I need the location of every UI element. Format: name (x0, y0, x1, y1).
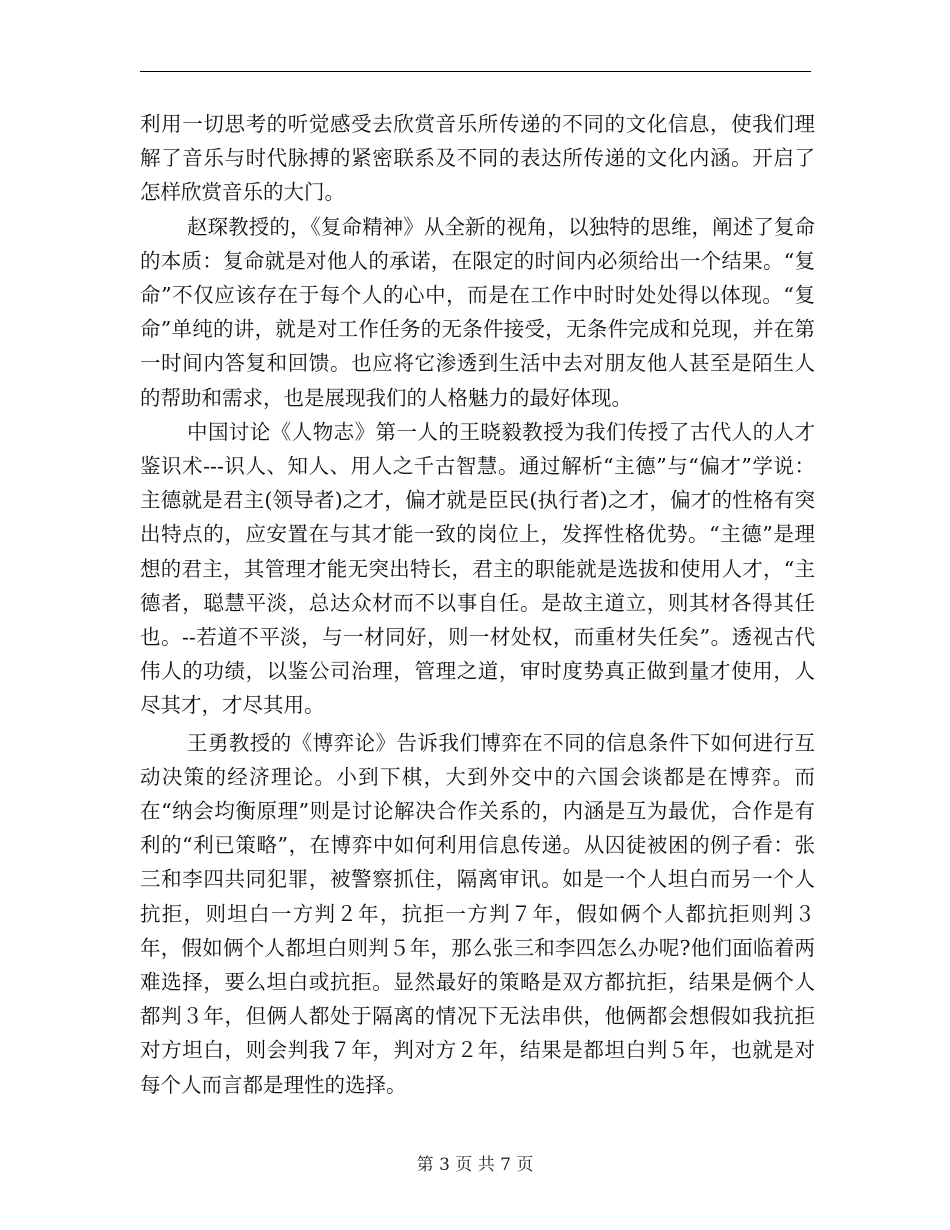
paragraph-3: 中国讨论《人物志》第一人的王晓毅教授为我们传授了古代人的人才鉴识术---识人、知人、用人之千古智慧。通过解析“主德”与“偏才”学说：主德就是君主(领导者)之才，偏才就是臣民(执行者)之才，偏才的性格有突出特点的，应安置在与其才能一致的岗位上，发挥性格优势。“主德”是理想的君主，其管理才能无突出特长，君主的职能就是选拔和使用人才，“主德者，聪慧平淡，总达众材而不以事自任。是故主道立，则其材各得其任也。--若道不平淡，与一材同好，则一材处权，而重材失任矣”。透视古代伟人的功绩，以鉴公司治理，管理之道，审时度势真正做到量才使用，人尽其才，才尽其用。 (140, 419, 815, 718)
page-number: 第 3 页 共 7 页 (416, 1155, 534, 1175)
header-rule (140, 71, 811, 72)
paragraph-2: 赵琛教授的，《复命精神》从全新的视角，以独特的思维，阐述了复命的本质：复命就是对他人的承诺，在限定的时间内必须给出一个结果。“复命”不仅应该存在于每个人的心中，而是在工作中时时处处得以体现。“复命”单纯的讲，就是对工作任务的无条件接受，无条件完成和兑现，并在第一时间内答复和回馈。也应将它渗透到生活中去对朋友他人甚至是陌生人的帮助和需求，也是展现我们的人格魅力的最好体现。 (140, 214, 815, 410)
body-text (140, 107, 815, 1102)
paragraph-4: 王勇教授的《博弈论》告诉我们博弈在不同的信息条件下如何进行互动决策的经济理论。小到下棋，大到外交中的六国会谈都是在博弈。而在“纳会均衡原理”则是讨论解决合作关系的，内涵是互为最优，合作是有利的“利已策略”，在博弈中如何利用信息传递。从囚徒被困的例子看：张三和李四共同犯罪，被警察抓住，隔离审讯。如是一个人坦白而另一个人抗拒，则坦白一方判２年，抗拒一方判７年，假如俩个人都抗拒则判３年，假如俩个人都坦白则判５年，那么张三和李四怎么办呢?他们面临着两难选择，要么坦白或抗拒。显然最好的策略是双方都抗拒，结果是俩个人都判３年，但俩人都处于隔离的情况下无法串供，他俩都会想假如我抗拒对方坦白，则会判我７年，判对方２年，结果是都坦白判５年，也就是对每个人而言都是理性的选择。 (140, 730, 815, 1097)
paragraph-1: 利用一切思考的听觉感受去欣赏音乐所传递的不同的文化信息，使我们理解了音乐与时代脉搏的紧密联系及不同的表达所传递的文化内涵。开启了怎样欣赏音乐的大门。 (140, 112, 815, 205)
